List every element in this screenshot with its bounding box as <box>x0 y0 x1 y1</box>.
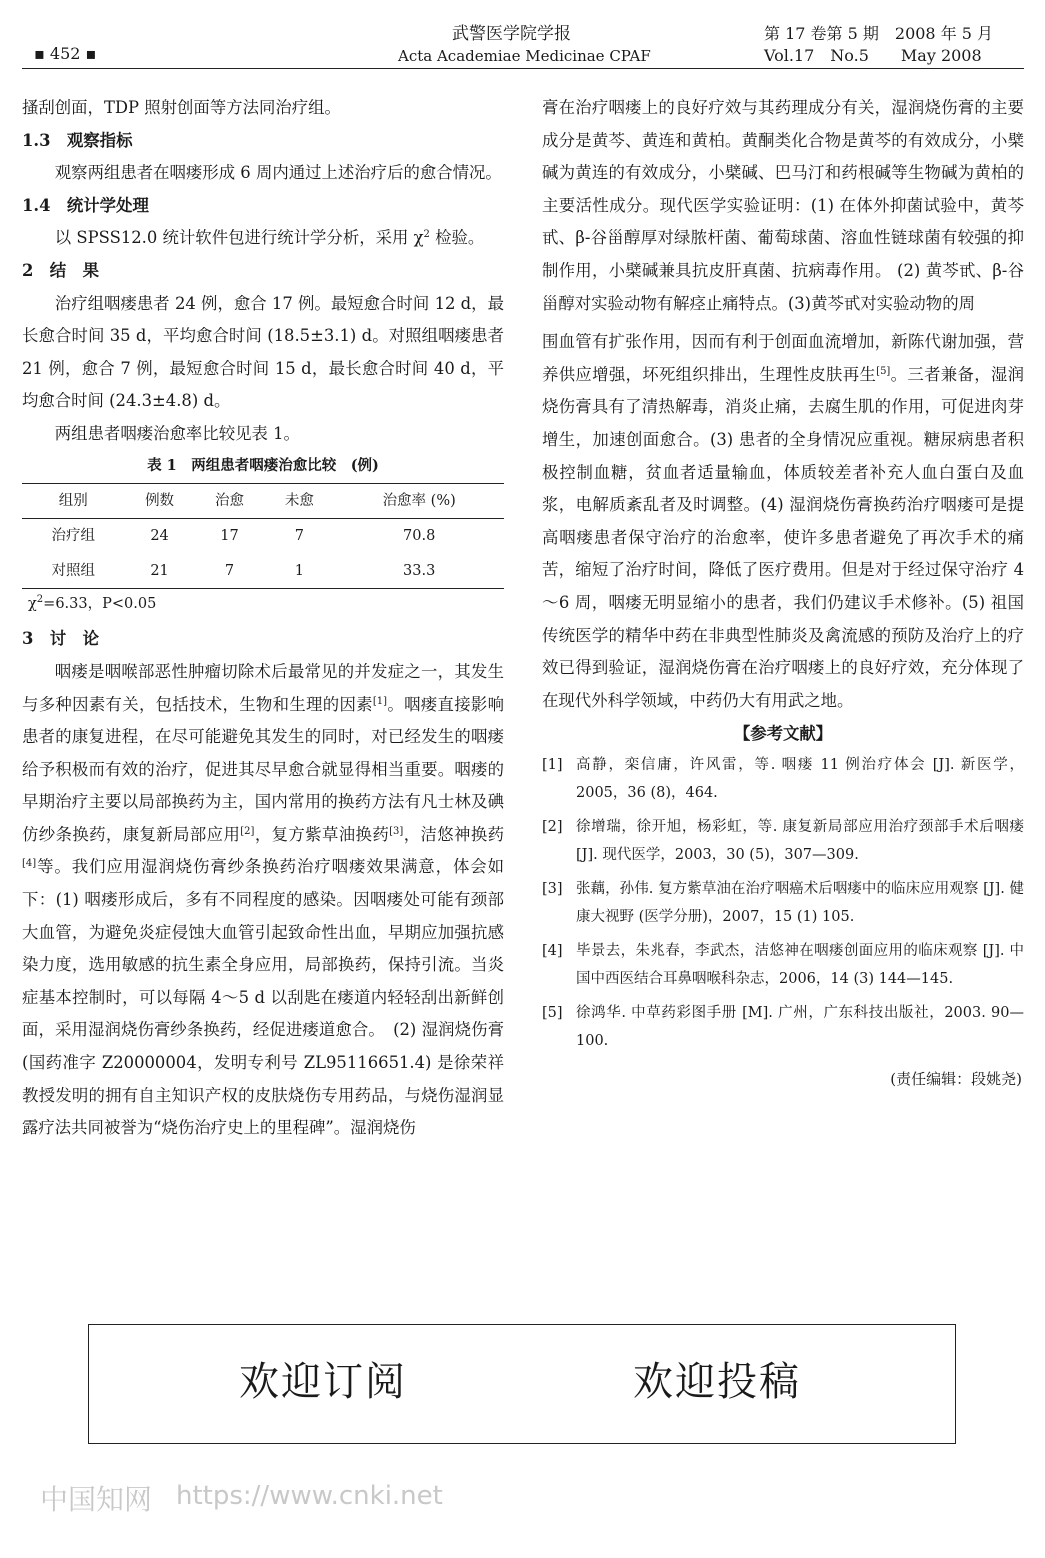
reference-text: 徐鸿华. 中草药彩图手册 [M]. 广州，广东科技出版社，2003. 90—100. <box>576 1005 1024 1050</box>
table-header: 例数 <box>125 483 195 519</box>
journal-title-en: Acta Academiae Medicinae CPAF <box>398 47 651 65</box>
table-header: 治愈 <box>195 483 265 519</box>
reference-item <box>542 813 1024 869</box>
responsible-editor: (责任编辑：段姚尧) <box>890 1070 1022 1089</box>
reference-text: 高静，栾信庸，许风雷，等. 咽瘘 11 例治疗体会 [J]. 新医学，2005，36 (8)，464. <box>576 757 1024 802</box>
heading-1-4: 1.4 统计学处理 <box>22 195 149 215</box>
banner-subscribe: 欢迎订阅 <box>239 1359 407 1405</box>
table-1 <box>22 451 504 620</box>
reference-text: 徐增瑞，徐开旭，杨彩虹，等. 康复新局部应用治疗颈部手术后咽瘘 [J]. 现代医学，2003，30 (5)，307—309. <box>576 819 1024 864</box>
paragraph-2-1: 治疗组咽瘘患者 24 例，愈合 17 例。最短愈合时间 12 d，最长愈合时间 35 d，平均愈合时间 (18.5±3.1) d。对照组咽瘘患者 21 例，愈合 7 例，最短愈合时间 15 d，最长愈合时间 40 d，平均愈合时间 (24.3±4.8) d。 <box>22 293 504 411</box>
reference-item <box>542 937 1024 993</box>
banner-submit: 欢迎投稿 <box>633 1359 801 1405</box>
paragraph-3 <box>22 656 504 1145</box>
references-heading: 【参考文献】 <box>733 724 833 744</box>
text: 咽瘘是咽喉部恶性肿瘤切除术后最常见的并发症之一，其发生与多种因素有关，包括技术，生物和生理的因素 <box>22 661 504 714</box>
issue-info-en: Vol.17 No.5 May 2008 <box>764 46 982 65</box>
citation: [4] <box>22 858 37 870</box>
heading-1-3: 1.3 观察指标 <box>22 130 133 150</box>
text: ，洁悠神换药 <box>403 824 505 844</box>
table-cell: 21 <box>125 554 195 589</box>
heading-2: 2 结 果 <box>22 260 99 280</box>
watermark-url: https://www.cnki.net <box>176 1481 443 1511</box>
reference-item <box>542 875 1024 931</box>
subscription-banner <box>88 1324 956 1444</box>
table-row <box>22 519 504 554</box>
text: 。咽瘘直接影响患者的康复进程，在尽可能避免其发生的同时，对已经发生的咽瘘给予积极而有效的治疗，促进其尽早愈合就显得相当重要。咽瘘的早期治疗主要以局部换药为主，国内常用的换药方法有凡士林及碘仿纱条换药，康复新局部应用 <box>22 694 505 844</box>
journal-title-cn: 武警医学院学报 <box>452 24 571 44</box>
table-header: 未愈 <box>264 483 334 519</box>
text: =6.33，P<0.05 <box>43 596 157 613</box>
table-cell: 治疗组 <box>51 528 96 545</box>
table-cell: 70.8 <box>403 528 436 545</box>
table-cell: 7 <box>294 528 304 545</box>
reference-text: 毕景去，朱兆春，李武杰，洁悠神在咽瘘创面应用的临床观察 [J]. 中国中西医结合耳鼻咽喉科杂志，2006，14 (3) 144—145. <box>576 943 1024 988</box>
table-caption: 表 1 两组患者咽瘘治愈比较 (例) <box>147 456 379 474</box>
table-note <box>22 589 504 619</box>
reference-number: [4] <box>542 943 563 960</box>
text: 等。我们应用湿润烧伤膏纱条换药治疗咽瘘效果满意，体会如下：(1) 咽瘘形成后，多有不同程度的感染。因咽瘘处可能有颈部大血管，为避免炎症侵蚀大血管引起致命性出血，早期应加强抗感染力度，选用敏感的抗生素全身应用，局部换药，保持引流。当炎症基本控制时，可以每隔 4～5 d 以刮匙在瘘道内轻轻刮出新鲜创面，采用湿润烧伤膏纱条换药，经促进瘘道愈合。 (2) 湿润烧伤膏 (国药准字 Z20000004，发明专利号 ZL95116651.4) 是徐荣祥教授发明的拥有自主知识产权的皮肤烧伤专用药品，与烧伤湿润显露疗法共同被誉为“烧伤治疗史上的里程碑”。湿润烧伤 <box>22 857 504 1138</box>
reference-text: 张藕，孙伟. 复方紫草油在治疗咽癌术后咽瘘中的临床应用观察 [J]. 健康大视野 (医学分册)，2007，15 (1) 105. <box>576 881 1024 926</box>
text: χ <box>28 596 37 613</box>
superscript: 2 <box>423 229 430 241</box>
heading-3: 3 讨 论 <box>22 629 99 649</box>
table-header: 组别 <box>22 483 125 519</box>
reference-number: [1] <box>542 757 563 774</box>
page-number: ▪ 452 ▪ <box>34 44 97 63</box>
paragraph-1-4 <box>22 222 504 255</box>
issue-info-cn: 第 17 卷第 5 期 2008 年 5 月 <box>764 24 994 43</box>
citation: [2] <box>240 825 255 837</box>
table-row <box>22 554 504 589</box>
table-cell: 17 <box>220 528 239 545</box>
table-cell: 对照组 <box>22 554 125 589</box>
paragraph-intro: 搔刮创面，TDP 照射创面等方法同治疗组。 <box>22 98 341 117</box>
table-cell: 7 <box>195 554 265 589</box>
text: ，复方紫草油换药 <box>254 824 390 844</box>
table-cell: 24 <box>150 528 169 545</box>
superscript: 2 <box>36 594 44 606</box>
table-cell: 33.3 <box>334 554 504 589</box>
header-rule <box>22 68 1024 69</box>
table-header: 治愈率 (%) <box>334 483 504 519</box>
reference-number: [5] <box>542 1005 563 1022</box>
table-header-row <box>22 483 504 519</box>
reference-list <box>542 751 1024 1055</box>
table-cell: 1 <box>264 554 334 589</box>
reference-item <box>542 751 1024 807</box>
table <box>22 483 504 590</box>
reference-number: [2] <box>542 819 563 836</box>
text: 围血管有扩张作用，因而有利于创面血流增加，新陈代谢加强，营养供应增强，坏死组织排出，生理性皮肤再生 <box>542 332 1024 384</box>
text: 以 SPSS12.0 统计软件包进行统计学分析，采用 χ <box>54 228 424 248</box>
paragraph-cont-2 <box>542 326 1024 717</box>
paragraph-1-3: 观察两组患者在咽瘘形成 6 周内通过上述治疗后的愈合情况。 <box>54 163 502 183</box>
reference-item <box>542 999 1024 1055</box>
watermark-brand: 中国知网 <box>40 1483 153 1516</box>
paragraph-cont-1: 膏在治疗咽瘘上的良好疗效与其药理成分有关，湿润烧伤膏的主要成分是黄芩、黄连和黄柏。黄酮类化合物是黄芩的有效成分，小檗碱为黄连的有效成分，小檗碱、巴马汀和药根碱等生物碱为黄柏的主要活性成分。现代医学实验证明：(1) 在体外抑菌试验中，黄芩甙、β-谷甾醇厚对绿脓杆菌、葡萄球菌、溶血性链球菌有较强的抑制作用，小檗碱兼具抗皮肝真菌、抗病毒作用。 (2) 黄芩甙、β-谷甾醇对实验动物有解痉止痛特点。(3)黄芩甙对实验动物的周 <box>542 98 1024 313</box>
text: 检验。 <box>429 228 485 248</box>
citation: [3] <box>389 825 404 837</box>
citation: [1] <box>372 695 388 707</box>
paragraph-2-2: 两组患者咽瘘治愈率比较见表 1。 <box>54 423 300 443</box>
left-column <box>22 92 504 1145</box>
text: 。三者兼备，湿润烧伤膏具有了清热解毒，消炎止痛，去腐生肌的作用，可促进肉芽增生，加速创面愈合。(3) 患者的全身情况应重视。糖尿病患者积极控制血糖，贫血者适量输血，体质较差者补充人血白蛋白及血浆，电解质紊乱者及时调整。(4) 湿润烧伤膏换药治疗咽瘘可是提高咽瘘患者保守治疗的治愈率，使许多患者避免了再次手术的痛苦，缩短了治疗时间，降低了医疗费用。但是对于经过保守治疗 4～6 周，咽瘘无明显缩小的患者，我们仍建议手术修补。(5) 祖国传统医学的精华中药在非典型性肺炎及禽流感的预防及治疗上的疗效已得到验证，湿润烧伤膏在治疗咽瘘上的良好疗效，充分体现了在现代外科学领域，中药仍大有用武之地。 <box>542 364 1025 710</box>
citation: [5] <box>876 365 891 377</box>
reference-number: [3] <box>542 881 563 898</box>
right-column <box>542 92 1024 1097</box>
